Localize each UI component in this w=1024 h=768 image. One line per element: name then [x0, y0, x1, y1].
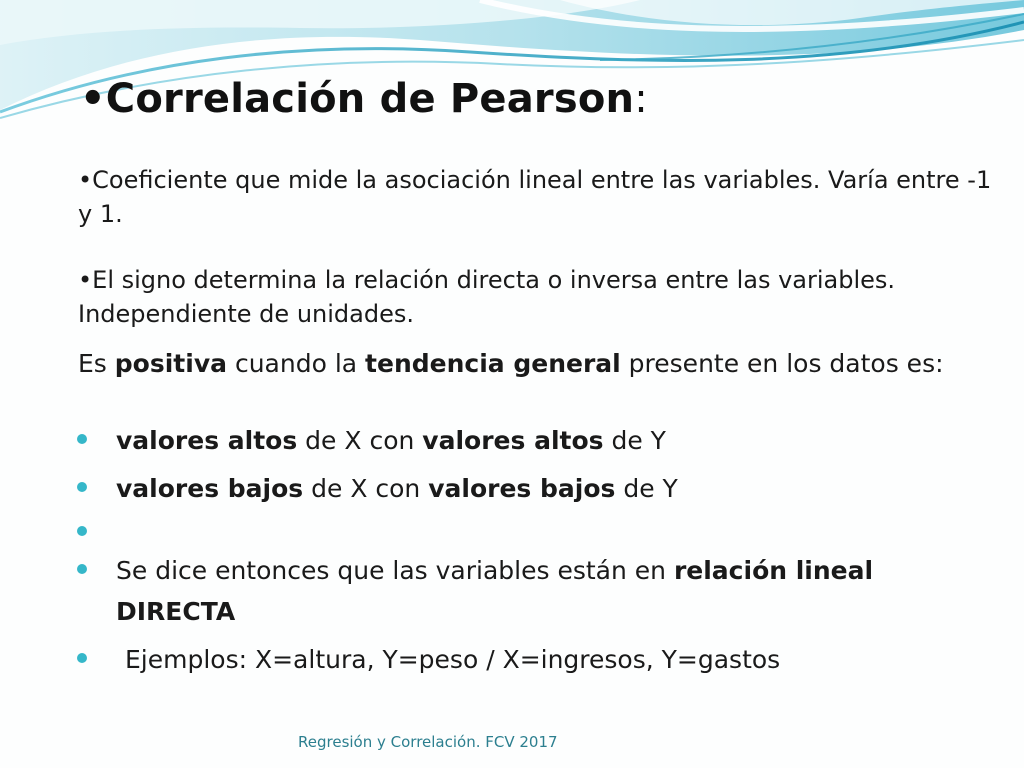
bold-run: tendencia general — [365, 349, 621, 378]
title-text: Correlación de Pearson — [105, 76, 635, 122]
paragraph-text: Coeficiente que mide la asociación lineal entre las variables. Varía entre -1 y 1. — [78, 166, 992, 228]
text-run: Es — [78, 349, 115, 378]
bold-run: positiva — [114, 349, 227, 378]
title-bullet: • — [80, 76, 106, 122]
paragraph-bullet: • — [78, 166, 93, 194]
text-run: Ejemplos: X=altura, Y=peso / X=ingresos, Y=gastos — [125, 645, 781, 674]
slide-footer: Regresión y Correlación. FCV 2017 — [298, 733, 558, 751]
text-run: de X con — [297, 426, 423, 455]
paragraph-text: El signo determina la relación directa o inversa entre las variables. Independiente de unidades. — [78, 266, 896, 328]
bold-run: valores altos — [422, 426, 604, 455]
bullet-dot-icon — [77, 564, 87, 574]
list-item — [76, 468, 976, 509]
bullet-list — [76, 420, 976, 687]
text-run: de Y — [603, 426, 666, 455]
text-run: Se dice entonces que las variables están en — [116, 556, 674, 585]
text-run: cuando la — [227, 349, 366, 378]
bold-run: valores altos — [116, 426, 298, 455]
text-run: de X con — [303, 474, 429, 503]
text-run: presente en los datos es: — [620, 349, 944, 378]
text-run: de Y — [615, 474, 678, 503]
bold-run: relación lineal DIRECTA — [116, 556, 874, 626]
paragraph-bullet: • — [78, 266, 93, 294]
list-item — [76, 420, 976, 461]
slide-title — [80, 76, 648, 122]
list-item-examples — [76, 639, 976, 680]
bullet-dot-icon — [77, 434, 87, 444]
bullet-dot-icon — [77, 482, 87, 492]
list-item — [76, 550, 976, 632]
paragraph-positive — [78, 347, 993, 381]
bold-run: valores bajos — [116, 474, 304, 503]
bold-run: valores bajos — [428, 474, 616, 503]
bullet-dot-icon — [77, 653, 87, 663]
paragraph-coefficient — [78, 163, 993, 231]
list-item-empty — [76, 516, 976, 544]
title-colon: : — [634, 76, 648, 122]
bullet-dot-icon — [77, 526, 87, 536]
paragraph-sign — [78, 263, 993, 331]
